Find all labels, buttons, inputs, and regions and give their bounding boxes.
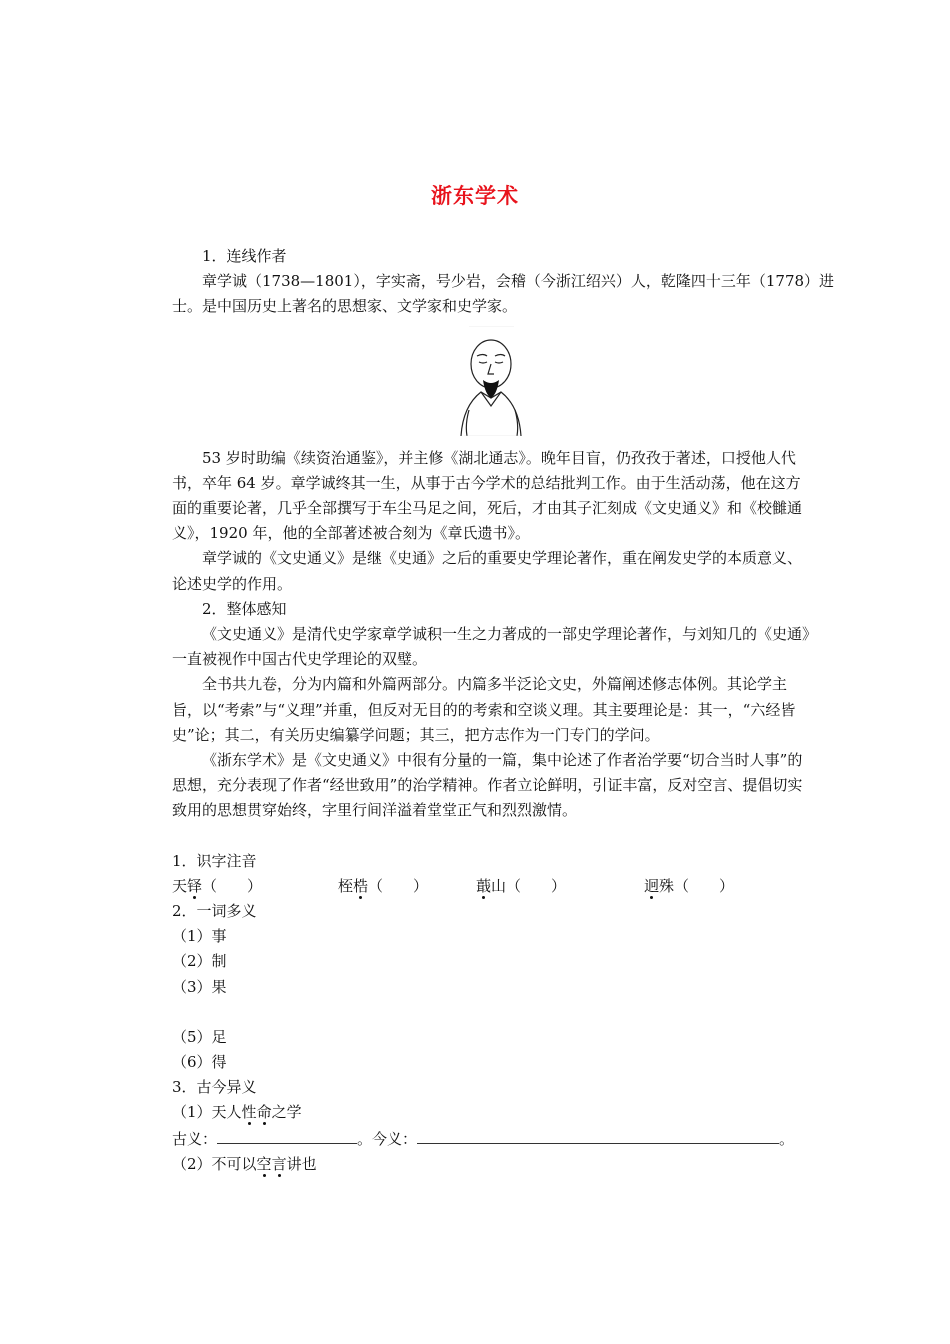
pinyin-item[interactable]: 桎梏（ ）: [338, 876, 429, 895]
document-body: [172, 244, 835, 1177]
section-heading-overview: 2．整体感知: [202, 599, 287, 618]
polysemy-item: （2）制: [172, 952, 227, 971]
section-heading-authors: 1．连线作者: [202, 247, 287, 265]
exercise-heading-ancient-modern: 3．古今异义: [172, 1078, 257, 1097]
polysemy-item: （6）得: [172, 1053, 227, 1072]
pinyin-item[interactable]: 迥殊（ ）: [644, 876, 735, 895]
ancient-meaning-blank[interactable]: [217, 1126, 357, 1144]
overview-paragraph-1: 《文史通义》是清代史学家章学诚积一生之力著成的一部史学理论著作，与刘知几的《史通》一直被视作中国古代史学理论的双璧。: [172, 625, 810, 669]
pinyin-item[interactable]: 蕺山（ ）: [476, 876, 567, 895]
exercise-heading-polysemy: 2．一词多义: [172, 902, 257, 921]
ancient-modern-item-2: （2）不可以空言讲也: [172, 1154, 317, 1173]
modern-meaning-blank[interactable]: [417, 1126, 779, 1144]
polysemy-item: （1）事: [172, 927, 227, 946]
page-title: 浙东学术: [431, 184, 519, 208]
bio-paragraph-3: 章学诚的《文史通义》是继《史通》之后的重要史学理论著作，重在阐发史学的本质意义、论述史学的作用。: [172, 549, 803, 593]
author-portrait-image: [439, 326, 544, 436]
pinyin-item[interactable]: 天铎（ ）: [172, 876, 263, 895]
exercise-heading-pinyin: 1．识字注音: [172, 851, 257, 870]
overview-paragraph-2: 全书共九卷，分为内篇和外篇两部分。内篇多半泛论文史，外篇阐述修志体例。其论学主旨，以“考索”与“义理”并重，但反对无目的的考索和空谈义理。其主要理论是：其一，“六经皆史”论；其二，有关历史编纂学问题；其三，把方志作为一门专门的学问。: [172, 675, 796, 744]
ancient-modern-item-1: （1）天人性命之学: [172, 1103, 302, 1122]
pinyin-row: [172, 874, 762, 899]
bio-line-1: 章学诚（1738—1801），字实斋，号少岩，会稽（今浙江绍兴）人，乾隆四十三年（1778）进: [202, 272, 835, 291]
ancient-modern-answer-row: 古义： 。今义： 。: [172, 1126, 810, 1152]
bio-paragraph-2: 53 岁时助编《续资治通鉴》，并主修《湖北通志》。晚年目盲，仍孜孜于著述，口授他人代书，卒年 64 岁。章学诚终其一生，从事于古今学术的总结批判工作。由于生活动荡，他在这方面的重要论著，几乎全部撰写于车尘马足之间，死后，才由其子汇刻成《文史通义》和《校雠通义》，1920 年，他的全部著述被合刻为《章氏遗书》。: [172, 448, 803, 543]
polysemy-item: （3）果: [172, 977, 227, 996]
bio-line-2: 士。是中国历史上著名的思想家、文学家和史学家。: [172, 297, 518, 316]
overview-paragraph-3: 《浙东学术》是《文史通义》中很有分量的一篇，集中论述了作者治学要“切合当时人事”的思想，充分表现了作者“经世致用”的治学精神。作者立论鲜明，引证丰富，反对空言、提倡切实致用的思想贯穿始终，字里行间洋溢着堂堂正气和烈烈激情。: [172, 751, 803, 820]
polysemy-item: （5）足: [172, 1027, 227, 1046]
